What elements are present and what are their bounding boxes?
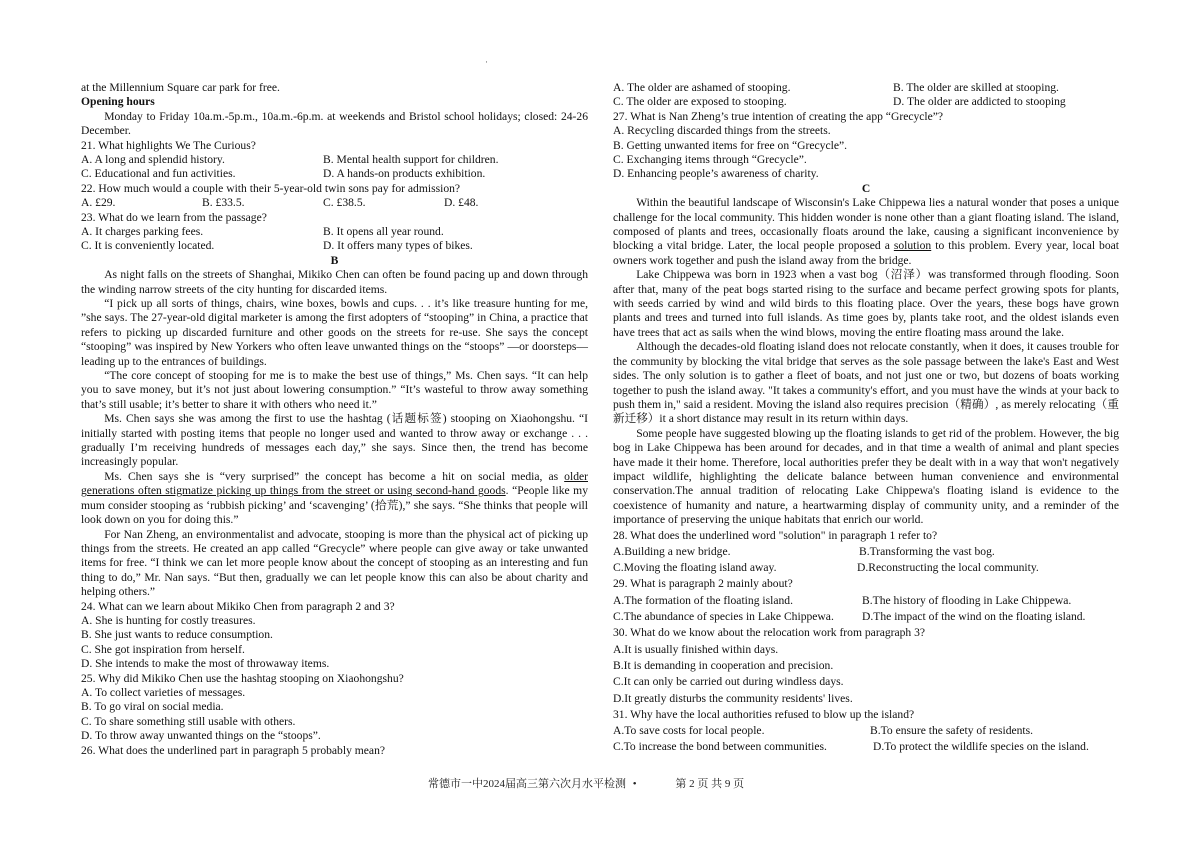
q28-option-c: C.Moving the floating island away. (613, 561, 777, 575)
q26-option-c: C. The older are exposed to stooping. (613, 95, 787, 109)
q29-option-c: C.The abundance of species in Lake Chippewa. (613, 610, 834, 624)
header-mark: · (485, 57, 488, 67)
question-22: 22. How much would a couple with their 5-year-old twin sons pay for admission? (81, 181, 461, 195)
q31-option-a: A.To save costs for local people. (613, 724, 765, 738)
question-30: 30. What do we know about the relocation work from paragraph 3? (613, 626, 926, 640)
underlined-word-solution: solution (893, 239, 932, 253)
section-c-heading: C (861, 181, 871, 195)
section-b-heading: B (330, 253, 339, 267)
opening-hours-text: Monday to Friday 10a.m.-5p.m., 10a.m.-6p.m. at weekends and Bristol school holidays; closed: 24-26 December. (81, 109, 588, 138)
q22-option-c: C. £38.5. (323, 196, 366, 210)
passage-c-paragraph-4: Some people have suggested blowing up the floating islands to get rid of the problem. However, the big bog in Lake Chippewa has been around for decades, and in that time a wealth of animal and plant species have made it their home. Therefore, local authorities prefer they be dealt with in a way that won't negatively impact wildlife, highlighting the delicate balance between human convenience and environmental conservation.The annual tradition of relocating Lake Chippewa's floating island is evidence to the coexistence of humanity and nature, a heartwarming display of community unity, and a reminder of the importance of preserving the unique habitats that enrich our world. (613, 426, 1119, 527)
q28-option-d: D.Reconstructing the local community. (857, 561, 1039, 575)
q21-option-b: B. Mental health support for children. (323, 153, 499, 167)
q27-option-a: A. Recycling discarded things from the streets. (613, 124, 831, 138)
page-footer (428, 775, 748, 791)
q31-option-c: C.To increase the bond between communities. (613, 740, 827, 754)
q23-option-d: D. It offers many types of bikes. (323, 239, 473, 253)
q31-option-b: B.To ensure the safety of residents. (870, 724, 1034, 738)
passage-b-paragraph-2: “I pick up all sorts of things, chairs, wine boxes, bowls and cups. . . it’s like treasure hunting for me, ”she says. The 27-year-old digital marketer is among the first adopters of “stooping” in China, a practice that refers to picking up discarded furniture and other goods on the streets for re-use. She says the concept “stooping” was inspired by New Yorkers who often leave unwanted things on the “stoops” —or doorsteps—leading up to the entrances of buildings. (81, 297, 588, 368)
q24-option-a: A. She is hunting for costly treasures. (81, 613, 256, 627)
intro-tail: at the Millennium Square car park for free. (81, 81, 280, 94)
q30-option-c: C.It can only be carried out during windless days. (613, 675, 844, 689)
question-29: 29. What is paragraph 2 mainly about? (613, 577, 793, 591)
passage-b-paragraph-1: As night falls on the streets of Shanghai, Mikiko Chen can often be found pacing up and down through the winding narrow streets of the city hunting for discarded items. (81, 268, 588, 296)
q23-option-c: C. It is conveniently located. (81, 239, 215, 253)
q26-option-a: A. The older are ashamed of stooping. (613, 81, 791, 94)
q21-option-a: A. A long and splendid history. (81, 153, 225, 167)
passage-c-paragraph-2: Lake Chippewa was born in 1923 when a vast bog（沼泽）was transformed through flooding. Soon after that, many of the peat bogs started rising to the surface and became perfect growing spots for plants, with seeds carried by wind and wild birds to this floating place. Over the years, these bogs have grown plants and trees and turned into full islands. As time goes by, plants take root, and the oldest islands even have trees that act as sails when the wind blows, moving the entire floating mass around the lake. (613, 268, 1119, 339)
q26-option-b: B. The older are skilled at stooping. (893, 81, 1059, 94)
q21-option-c: C. Educational and fun activities. (81, 167, 236, 181)
passage-b-paragraph-3: “The core concept of stooping for me is to make the best use of things,” Ms. Chen says. “It can help you to save money, but it’s not just about lowering consumption.” “It’s wasteful to throw away something that’s still usable; it’s better to share it with others who need it.” (81, 369, 588, 411)
q27-option-b: B. Getting unwanted items for free on “Grecycle”. (613, 138, 848, 152)
question-25: 25. Why did Mikiko Chen use the hashtag stooping on Xiaohongshu? (81, 671, 404, 685)
footer-bullet: • (632, 778, 637, 790)
para5-before: Ms. Chen says she is “very surprised” the concept has become a hit on social media, as (104, 469, 565, 483)
para5-after: . “People like my mum consider stooping as ‘rubbish picking’ and ‘scavenging’ (拾荒),” she says. “She thinks that people will look down on you for doing this.” (81, 484, 588, 527)
q30-option-d: D.It greatly disturbs the community residents' lives. (613, 691, 853, 705)
q22-option-d: D. £48. (444, 196, 479, 210)
q31-option-d: D.To protect the wildlife species on the island. (873, 740, 1089, 754)
q25-option-b: B. To go viral on social media. (81, 700, 224, 714)
right-column (613, 81, 1119, 756)
q27-option-c: C. Exchanging items through “Grecycle”. (613, 153, 807, 166)
passage-c-paragraph-3: Although the decades-old floating island does not relocate constantly, when it does, it causes trouble for the community by blocking the vital bridge that serves as the sole passage between the lake's East and West sides. The only solution is to gather a fleet of boats, and not just one or two, but dozens of boats working together to push the island away. "It takes a community's effort, and you must have the winds at your back to push them in," said a resident. Moving the island also requires precision（精确）, as merely relocating（重新迁移）it a short distance may result in its return within days. (613, 340, 1119, 426)
exam-title: 常德市一中2024届高三第六次月水平检测 (428, 778, 626, 790)
q28-option-a: A.Building a new bridge. (613, 544, 731, 558)
q22-option-a: A. £29. (81, 196, 116, 210)
q24-option-c: C. She got inspiration from herself. (81, 642, 245, 656)
question-27: 27. What is Nan Zheng’s true intention of creating the app “Grecycle”? (613, 109, 944, 123)
q25-option-c: C. To share something still usable with others. (81, 714, 296, 728)
q29-option-a: A.The formation of the floating island. (613, 593, 793, 607)
q25-option-a: A. To collect varieties of messages. (81, 685, 246, 699)
question-26: 26. What does the underlined part in paragraph 5 probably mean? (81, 743, 386, 757)
q21-option-d: D. A hands-on products exhibition. (323, 167, 486, 181)
q26-option-d: D. The older are addicted to stooping (893, 95, 1066, 109)
para1-after: to this problem. Every year, local boat owners work together and push the island away from the bridge. (613, 239, 1120, 267)
passage-c-paragraph-1 (613, 196, 1119, 268)
underlined-phrase: older generations often stigmatize picking up things from the street or using second-hand goods (81, 469, 588, 498)
question-21: 21. What highlights We The Curious? (81, 138, 256, 152)
opening-hours-heading: Opening hours (81, 95, 155, 109)
passage-b-paragraph-5 (81, 470, 588, 528)
question-28: 28. What does the underlined word "solution" in paragraph 1 refer to? (613, 528, 938, 542)
q29-option-d: D.The impact of the wind on the floating island. (862, 610, 1086, 624)
q23-option-a: A. It charges parking fees. (81, 225, 204, 239)
page-number: 第 2 页 共 9 页 (675, 778, 745, 790)
question-23: 23. What do we learn from the passage? (81, 210, 267, 224)
passage-b-paragraph-6: For Nan Zheng, an environmentalist and advocate, stooping is more than the physical act of picking up things from the streets. He created an app called “Grecycle” where people can give away or take unwanted items for free. “I think we can let more people know about the concept of stooping as an interesting and fun thing to do,” Mr. Nan says. “But then, gradually we can let people know this can also be about charity and helping others.” (81, 527, 588, 599)
q23-option-b: B. It opens all year round. (323, 225, 444, 239)
q25-option-d: D. To throw away unwanted things on the “stoops”. (81, 729, 321, 743)
passage-b-paragraph-4: Ms. Chen says she was among the first to use the hashtag (话题标签) stooping on Xiaohongshu. “I initially started with posting items that people no longer used and wanted to throw away or exchange . . . gradually I’m receiving hundreds of messages each day,” she says. Since then, the trend has become increasingly popular. (81, 412, 588, 469)
questions-28-31 (613, 528, 1119, 756)
q30-option-b: B.It is demanding in cooperation and precision. (613, 658, 834, 672)
q22-option-b: B. £33.5. (202, 196, 245, 210)
para1-before: Within the beautiful landscape of Wisconsin's Lake Chippewa lies a natural wonder that poses a unique challenge for the local community. This hidden wonder is none other than a giant floating island. The island, composed of plants and trees, occasionally floats around the lake, causing a significant inconvenience by blocking a vital bridge. Later, the local people proposed a (613, 196, 1119, 253)
question-24: 24. What can we learn about Mikiko Chen from paragraph 2 and 3? (81, 599, 395, 613)
q30-option-a: A.It is usually finished within days. (613, 642, 779, 656)
q24-option-d: D. She intends to make the most of throwaway items. (81, 657, 330, 671)
q29-option-b: B.The history of flooding in Lake Chippewa. (862, 593, 1072, 607)
q28-option-b: B.Transforming the vast bog. (859, 544, 995, 558)
left-column (81, 81, 588, 758)
question-31: 31. Why have the local authorities refused to blow up the island? (613, 707, 915, 721)
q24-option-b: B. She just wants to reduce consumption. (81, 628, 273, 642)
q27-option-d: D. Enhancing people’s awareness of charity. (613, 167, 819, 181)
